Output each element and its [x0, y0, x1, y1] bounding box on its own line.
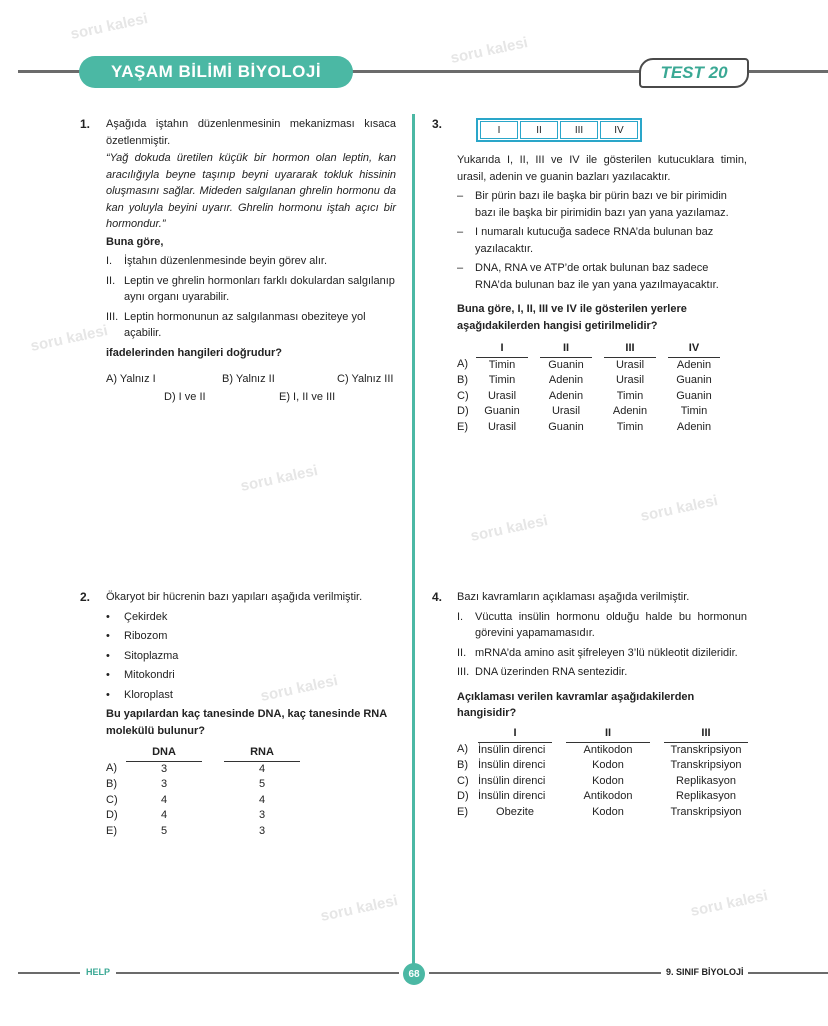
q4-item: I. Vücutta insülin hormonu olduğu halde bu hormonun görevini yapamamasıdır.	[457, 610, 747, 639]
footer-rule-left	[18, 972, 80, 974]
q3-option-row[interactable]: E) Urasil Guanin Timin Adenin	[457, 420, 712, 433]
q2-intro: Ökaryot bir hücrenin bazı yapıları aşağıda verilmiştir.	[106, 591, 363, 603]
q3-header: I	[476, 341, 528, 357]
q1-intro: Aşağıda iştahın düzenlenmesinin mekanizması kısaca özetlenmiştir.	[106, 118, 396, 147]
header-rule-left	[18, 70, 80, 73]
q4-number: 4.	[432, 590, 443, 604]
footer-rule-mid2	[429, 972, 661, 974]
q2-option-row[interactable]: D) 4 3	[106, 809, 266, 821]
q2-item: • Kloroplast	[106, 688, 173, 701]
q4-intro: Bazı kavramların açıklaması aşağıda verilmiştir.	[457, 591, 690, 603]
page-number: 68	[403, 963, 425, 985]
q4-header: III	[664, 726, 748, 742]
q3-option-row[interactable]: C) Urasil Adenin Timin Guanin	[457, 389, 712, 402]
q1-option-b[interactable]: B) Yalnız II	[222, 373, 275, 385]
q3-box-3: III	[560, 121, 598, 139]
watermark: soru kalesi	[689, 887, 770, 920]
q1-number: 1.	[80, 117, 91, 131]
footer-left-label: HELP	[86, 967, 111, 977]
q2-body	[106, 589, 396, 739]
q3-header: III	[604, 341, 656, 357]
watermark: soru kalesi	[259, 672, 340, 705]
footer-right-label: 9. SINIF BİYOLOJİ	[666, 967, 744, 977]
q4-header: I	[478, 726, 552, 742]
q2-header-dna: DNA	[126, 745, 202, 761]
q2-options-table	[106, 745, 300, 839]
watermark: soru kalesi	[239, 462, 320, 495]
q3-item: – Bir pürin bazı ile başka bir pürin bazı ve bir pirimidin bazı ile başka bir pirimidin bazı yan yana yazılamaz.	[457, 190, 729, 219]
q1-option-e[interactable]: E) I, II ve III	[279, 391, 336, 403]
q4-option-row[interactable]: E) Obezite Kodon Transkripsiyon	[457, 805, 742, 818]
q1-body	[106, 116, 396, 361]
q2-option-row[interactable]: E) 5 3	[106, 824, 266, 837]
watermark: soru kalesi	[29, 322, 110, 355]
q4-options-table	[457, 726, 748, 820]
watermark: soru kalesi	[319, 892, 400, 925]
q2-item: • Mitokondri	[106, 669, 175, 681]
q2-option-row[interactable]: A) 3 4	[106, 762, 266, 775]
q2-number: 2.	[80, 590, 91, 604]
q2-item: • Çekirdek	[106, 610, 168, 623]
q4-header: II	[566, 726, 650, 742]
q2-option-row[interactable]: B) 3 5	[106, 778, 266, 790]
q3-box-1: I	[480, 121, 518, 139]
q3-body	[457, 152, 747, 334]
q1-quote: “Yağ dokuda üretilen küçük bir hormon olan leptin, kan aracılığıyla beyne taşınıp beyni uyararak tokluk hissinin oluşmasını sağlar. Mideden salgılanan ghrelin hormonu da kan yoluyla beyini uyarır. Ghrelin hormonu iştah açıcı bir hormondur.”	[106, 152, 396, 230]
q3-box-2: II	[520, 121, 558, 139]
q4-item: III. DNA üzerinden RNA sentezidir.	[457, 666, 628, 678]
q3-options-table	[457, 341, 720, 435]
q4-option-row[interactable]: B) İnsülin direnci Kodon Transkripsiyon	[457, 759, 742, 771]
q3-option-row[interactable]: A) Timin Guanin Urasil Adenin	[457, 358, 712, 371]
q2-header-rna: RNA	[224, 745, 300, 761]
q1-item: III. Leptin hormonunun az salgılanması obeziteye yol açabilir.	[106, 310, 366, 339]
q4-option-row[interactable]: D) İnsülin direnci Antikodon Replikasyon	[457, 790, 736, 802]
watermark: soru kalesi	[639, 492, 720, 525]
footer-rule-mid	[116, 972, 399, 974]
q1-item: II. Leptin ve ghrelin hormonları farklı dokulardan salgılanıp aynı organı uyarabilir.	[106, 274, 395, 303]
q1-option-d[interactable]: D) I ve II	[164, 391, 206, 403]
q1-item: I. İştahın düzenlenmesinde beyin görev alır.	[106, 255, 328, 267]
q1-option-c[interactable]: C) Yalnız III	[337, 373, 394, 385]
q3-boxes	[476, 118, 642, 142]
q2-item: • Ribozom	[106, 630, 168, 642]
watermark: soru kalesi	[469, 512, 550, 545]
q1-lead: Buna göre,	[106, 235, 164, 248]
q2-item: • Sitoplazma	[106, 649, 179, 662]
q3-header: IV	[668, 341, 720, 357]
page-title: YAŞAM BİLİMİ BİYOLOJİ	[79, 56, 353, 88]
test-label: TEST 20	[639, 58, 749, 88]
watermark: soru kalesi	[449, 34, 530, 67]
q2-option-row[interactable]: C) 4 4	[106, 793, 266, 806]
q3-box-4: IV	[600, 121, 638, 139]
q2-question: Bu yapılardan kaç tanesinde DNA, kaç tanesinde RNA molekülü bulunur?	[106, 708, 387, 737]
q1-question: ifadelerinden hangileri doğrudur?	[106, 346, 283, 359]
watermark: soru kalesi	[69, 10, 150, 43]
q4-item: II. mRNA’da amino asit şifreleyen 3’lü nükleotit dizileridir.	[457, 646, 738, 659]
q3-question: Buna göre, I, II, III ve IV ile gösterilen yerlere aşağıdakilerden hangisi getirilmelidir?	[457, 303, 687, 332]
q3-number: 3.	[432, 117, 443, 131]
q4-option-row[interactable]: A) İnsülin direnci Antikodon Transkripsiyon	[457, 743, 742, 756]
q4-body	[457, 589, 747, 722]
q4-question: Açıklaması verilen kavramlar aşağıdakilerden hangisidir?	[457, 690, 695, 719]
column-divider	[412, 114, 415, 970]
header-rule-right	[744, 70, 828, 73]
q3-item: – I numaralı kutucuğa sadece RNA’da bulunan baz yazılacaktır.	[457, 226, 714, 255]
q1-option-a[interactable]: A) Yalnız I	[106, 373, 156, 385]
q3-item: – DNA, RNA ve ATP’de ortak bulunan baz sadece RNA’da bulunan baz ile yan yana yazılmayacaktır.	[457, 262, 719, 291]
q3-header: II	[540, 341, 592, 357]
q3-option-row[interactable]: D) Guanin Urasil Adenin Timin	[457, 405, 708, 417]
q4-option-row[interactable]: C) İnsülin direnci Kodon Replikasyon	[457, 774, 736, 787]
footer-rule-right	[748, 972, 828, 974]
q3-intro: Yukarıda I, II, III ve IV ile gösterilen kutucuklara timin, urasil, adenin ve guanin bazları yazılacaktır.	[457, 154, 747, 183]
q3-option-row[interactable]: B) Timin Adenin Urasil Guanin	[457, 374, 712, 386]
header-rule-mid	[352, 70, 640, 73]
